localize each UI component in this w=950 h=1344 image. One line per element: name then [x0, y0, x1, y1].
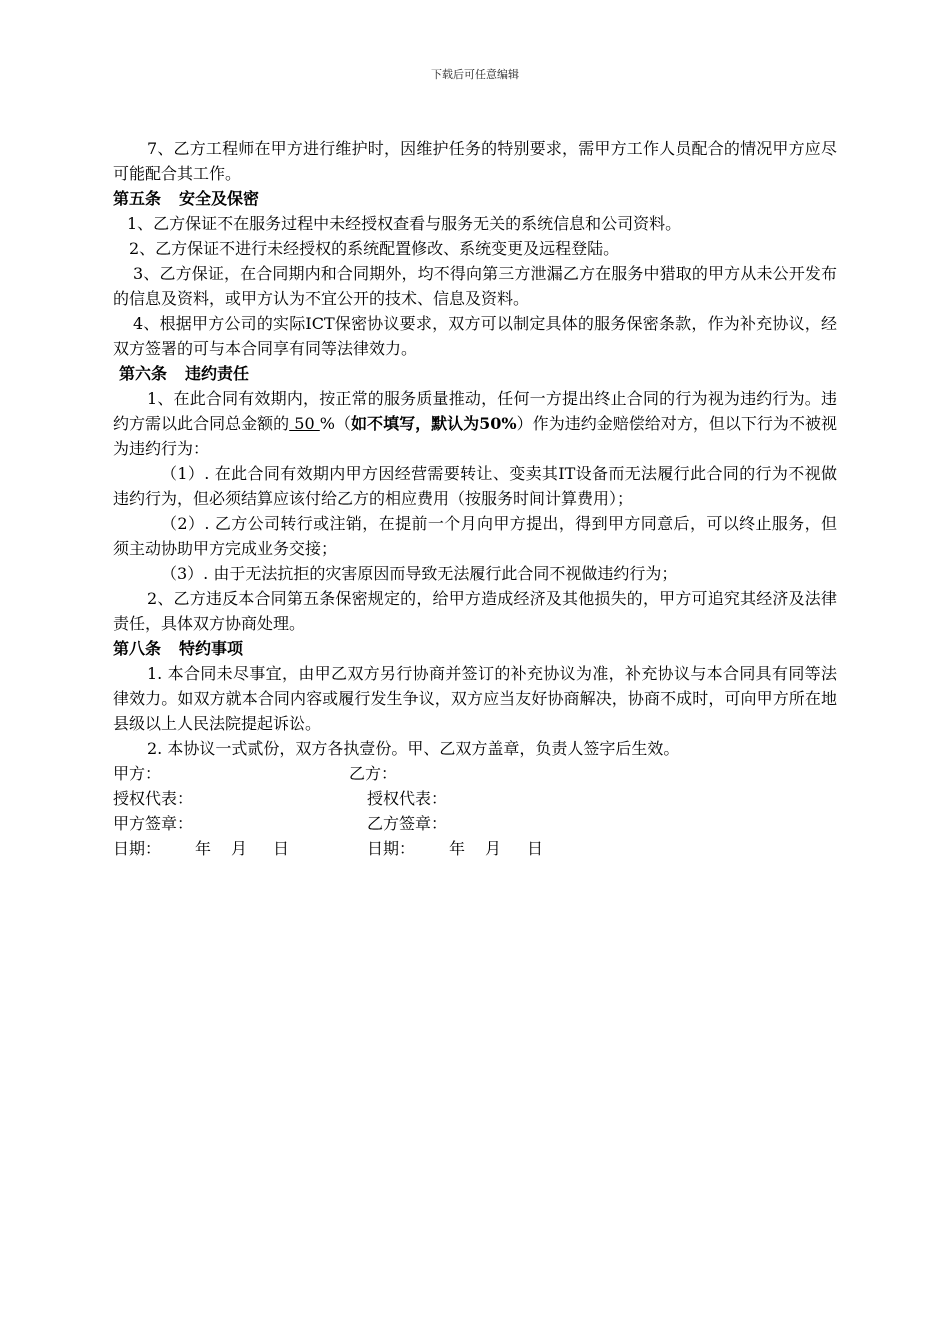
signature-row-party — [113, 761, 837, 786]
article-5-heading — [113, 186, 837, 211]
clause-8-2: 2. 本协议一式贰份，双方各执壹份。甲、乙双方盖章，负责人签字后生效。 — [147, 739, 680, 758]
signature-row-seal — [113, 811, 837, 836]
clause-5-4: 4、根据甲方公司的实际ICT保密协议要求，双方可以制定具体的服务保密条款，作为补充协议，经双方签署的可与本合同享有同等法律效力。 — [113, 314, 837, 358]
clause-6-1: 1、在此合同有效期内，按正常的服务质量推动，任何一方提出终止合同的行为视为违约行为。违约方需以此合同总金额的 50 %（如不填写，默认为50%）作为违约金赔偿给对方，但以下行为不被视为违约行为： — [113, 389, 837, 458]
clause-6-2: 2、乙方违反本合同第五条保密规定的，给甲方造成经济及其他损失的，甲方可追究其经济及法律责任，具体双方协商处理。 — [113, 589, 837, 633]
seal-a-label: 甲方签章： — [113, 814, 194, 833]
document-body — [113, 136, 837, 861]
rep-a-label: 授权代表： — [113, 789, 194, 808]
article-title: 违约责任 — [185, 364, 250, 383]
paragraph-item-7: 7、乙方工程师在甲方进行维护时，因维护任务的特别要求，需甲方工作人员配合的情况甲方应尽可能配合其工作。 — [113, 139, 837, 183]
clause-5-2: 2、乙方保证不进行未经授权的系统配置修改、系统变更及远程登陆。 — [129, 239, 620, 258]
signature-row-rep — [113, 786, 837, 811]
rep-b-label: 授权代表： — [367, 789, 448, 808]
page-header: 下载后可任意编辑 — [431, 68, 519, 81]
clause-6-1-2: （2）. 乙方公司转行或注销，在提前一个月向甲方提出，得到甲方同意后，可以终止服务，但须主动协助甲方完成业务交接； — [113, 514, 837, 558]
clause-8-1: 1. 本合同未尽事宜，由甲乙双方另行协商并签订的补充协议为准，补充协议与本合同具有同等法律效力。如双方就本合同内容或履行发生争议，双方应当友好协商解决，协商不成时，可向甲方所在地县级以上人民法院提起诉讼。 — [113, 664, 837, 733]
date-a: 日期： 年 月 日 — [113, 839, 290, 858]
article-number: 第六条 — [119, 364, 168, 383]
party-b-label: 乙方： — [349, 764, 398, 783]
clause-5-3: 3、乙方保证，在合同期内和合同期外，均不得向第三方泄漏乙方在服务中猎取的甲方从未公开发布的信息及资料，或甲方认为不宜公开的技术、信息及资料。 — [113, 264, 837, 308]
default-note: 如不填写，默认为50% — [351, 414, 517, 433]
party-a-label: 甲方： — [113, 764, 162, 783]
article-number: 第八条 — [113, 639, 162, 658]
signature-row-date — [113, 836, 837, 861]
article-6-heading — [113, 361, 837, 386]
article-number: 第五条 — [113, 189, 162, 208]
article-title: 安全及保密 — [179, 189, 260, 208]
penalty-percent: 50 — [289, 414, 320, 433]
clause-5-1: 1、乙方保证不在服务过程中未经授权查看与服务无关的系统信息和公司资料。 — [127, 214, 682, 233]
date-b: 日期： 年 月 日 — [367, 839, 544, 858]
clause-6-1-1: （1）. 在此合同有效期内甲方因经营需要转让、变卖其IT设备而无法履行此合同的行为不视做违约行为，但必须结算应该付给乙方的相应费用（按服务时间计算费用）； — [113, 464, 837, 508]
article-8-heading — [113, 636, 837, 661]
clause-6-1-3: （3）. 由于无法抗拒的灾害原因而导致无法履行此合同不视做违约行为； — [161, 564, 678, 583]
seal-b-label: 乙方签章： — [367, 814, 448, 833]
article-title: 特约事项 — [179, 639, 244, 658]
